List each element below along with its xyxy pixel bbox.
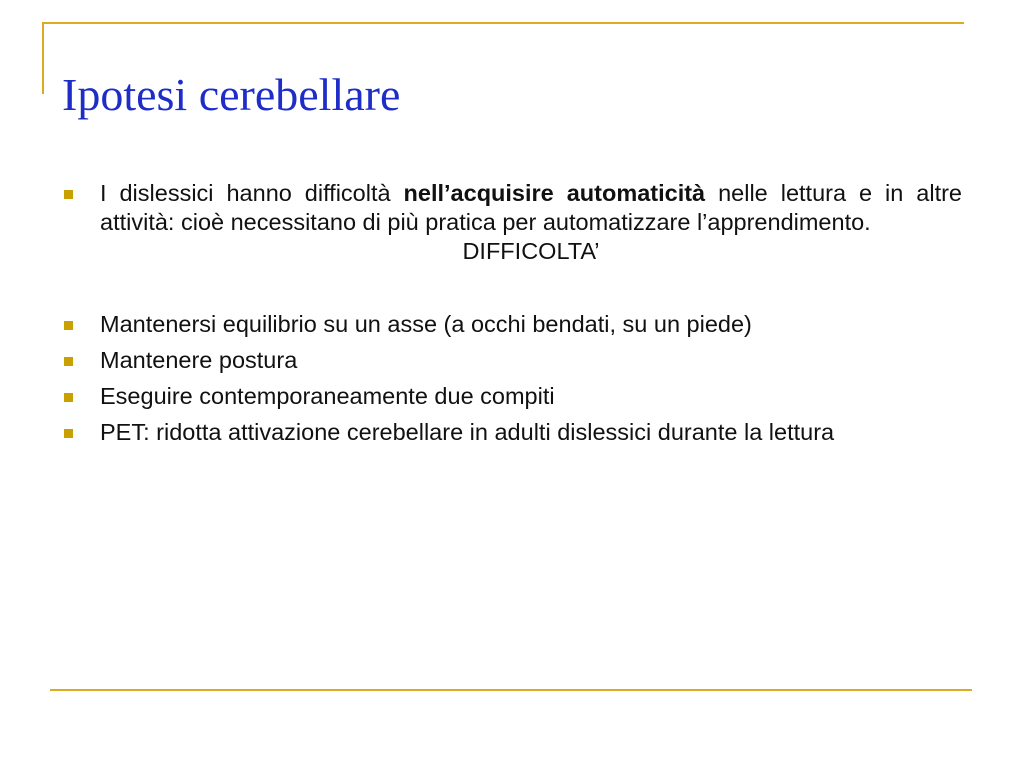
- bullet-text: Mantenersi equilibrio su un asse (a occhi bendati, su un piede): [100, 311, 752, 337]
- bullet-item-dual-task: [62, 382, 962, 411]
- bullet-item-automaticity: [62, 179, 962, 237]
- slide-content: [62, 179, 962, 454]
- bullet-item-posture: [62, 346, 962, 375]
- square-bullet-icon: [64, 321, 73, 330]
- difficulty-heading: DIFFICOLTA’: [462, 238, 600, 264]
- frame-bottom-line: [50, 689, 972, 691]
- bullet-item-balance: [62, 310, 962, 339]
- square-bullet-icon: [64, 190, 73, 199]
- frame-top-line: [42, 22, 964, 24]
- square-bullet-icon: [64, 357, 73, 366]
- bullet-text: PET: ridotta attivazione cerebellare in adulti dislessici durante la lettura: [100, 419, 835, 445]
- square-bullet-icon: [64, 429, 73, 438]
- bullet-text-end: nelle lettura e in altre attività: cioè necessitano di più pratica per automatizzare l’apprendimento.: [100, 180, 962, 235]
- bullet-text: Mantenere postura: [100, 347, 298, 373]
- bullet-item-pet: [62, 418, 962, 447]
- bullet-text-bold: nell’acquisire automaticità: [403, 180, 706, 206]
- bullet-text: Eseguire contemporaneamente due compiti: [100, 383, 555, 409]
- slide-title: Ipotesi cerebellare: [62, 69, 401, 120]
- square-bullet-icon: [64, 393, 73, 402]
- frame-left-line: [42, 22, 44, 94]
- spacer: [62, 266, 962, 310]
- bullet-text-start: I dislessici hanno difficoltà: [100, 180, 404, 206]
